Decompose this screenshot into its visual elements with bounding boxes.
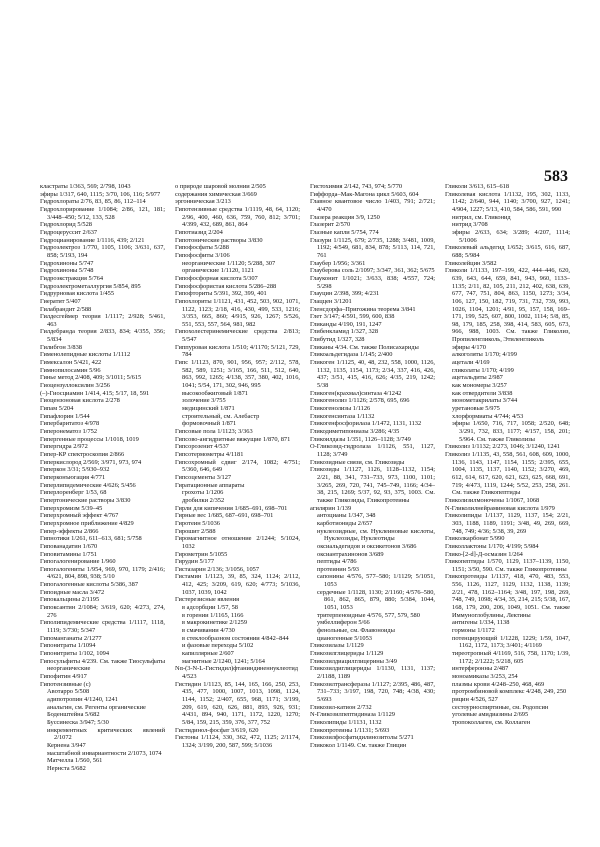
- index-entry: Гиперконъюгация 4/771: [40, 473, 106, 481]
- index-entry: Гликоген 1/1125, 40, 48, 232, 558, 1000, 1126, 1132, 1135, 1154, 1173; 2/34, 337, 416, 426, 437; 3/51, 415, 416, 626; 4/35, 219, 1242; 5/38: [310, 359, 435, 390]
- index-subentry: карботиониды 2/657: [317, 519, 373, 527]
- index-entry: Гипогалогениты 1/954, 969, 970, 1179; 2/416; 4/621, 804, 898, 938; 5/10: [40, 565, 165, 581]
- index-subentry: монометакрилаты 3/744: [452, 397, 518, 405]
- index-subentry: уретановые 5/975: [452, 405, 500, 413]
- index-entry: Гиперхромное приближение 4/829: [40, 519, 134, 527]
- index-entry: Гиполипидемические средства 1/1117, 1118, 1119; 3/730; 5/347: [40, 619, 165, 635]
- index-subentry: эфиры 2/633, 634; 3/289; 4/207, 1114; 5/1006: [452, 228, 570, 244]
- index-entry: Гиперлипидемические 4/626; 5/456: [40, 481, 136, 489]
- index-entry: Гликозилтрансферазы 1/1127; 2/395, 486, 487, 731–733; 3/197, 198, 720, 748; 4/38, 430; 5/693: [310, 680, 435, 703]
- index-entry: Глазера реакция 3/9, 1250: [310, 213, 380, 221]
- index-entry: Гликозилдиацилглицерины 3/49: [310, 657, 397, 665]
- index-entry: кластраты 1/363, 569; 2/798, 1043: [40, 183, 131, 190]
- index-subentry: анальгин, см. Регенты органические: [47, 703, 146, 711]
- index-entry: Гликокол 1/1149. См. также Глицин: [310, 741, 407, 749]
- index-entry: Гипнотики 1/261, 611–613, 681; 5/758: [40, 535, 142, 543]
- index-subentry: инкрементных критических явлений 2/1072: [47, 726, 165, 742]
- index-column-4: [445, 183, 570, 773]
- index-subentry: эфиры 4/170: [452, 343, 486, 351]
- index-subentry: и фазовые переходы 5/102: [182, 642, 254, 650]
- index-subentry: сердечные 1/1128, 1130; 2/1160; 4/576–580, 861, 862, 865, 879, 880; 5/384, 1044, 1051, 1053: [317, 588, 435, 612]
- index-subentry: протеинин 5/93: [317, 565, 359, 573]
- index-entry: О-Гликозид-гидролаза 1/1126, 551, 1127, 1128; 3/749: [310, 443, 435, 458]
- index-subentry: медицинский 1/871: [182, 405, 235, 413]
- index-entry: Гликоли 1/1133, 197–199, 422, 444–446, 620, 639, 643, 644, 659, 841, 943, 960, 1133–1135; 2/11, 82, 105, 211, 212, 402, 638, 639, 677, 747, 751, 804, 863, 1150, 1273; 3/34, 106, 127, 150, 182, 719, 731, 732, 739, 993, 1026, 1104, 1201; 4/91, 95, 157, 158, 169–171, 199, 525, 607, 800, 1002, 1114; 5/8, 85, 98, 179, 185, 258, 398, 414, 583, 605, 673, 966, 988, 1003. См. также Гликолиз, Пропиленгликоль, Этиленгликоль: [445, 267, 570, 344]
- index-entry: Гликопротеиды 1/1137, 418, 470, 483, 553, 556, 1126, 1127, 1129, 1132, 1138, 1139; 2/21, 478, 1162–1164; 3/48, 197, 198, 269, 748, 749, 1098; 4/34, 35, 214, 215; 5/38, 167, 168, 179, 200, 206, 1049, 1051. См. также Иммуноглобулины, Лектины: [445, 573, 570, 619]
- index-entry: Гликозилдиглицериды 1/1130, 1131, 1137; 2/1188, 1189: [310, 665, 435, 680]
- index-entry: Гиперлоренберг 1/53, 68: [40, 489, 107, 497]
- index-entry: Гипосульфиты 4/239. См. также Тиосульфаты неорганические: [40, 657, 165, 673]
- index-entry: Гликоли 3/613, 615–618: [445, 183, 510, 190]
- index-entry: Гидрохлораты 2/76, 83, 85, 86, 112–114: [40, 198, 146, 206]
- index-subentry: эфиры 1/650, 716, 717, 1058; 2/520, 648; 3/291, 732, 833, 1177; 4/157, 158, 201; 5/964. См. также Гликолизы: [452, 420, 570, 443]
- index-subentry: моноамиказы 3/253, 254: [452, 673, 518, 680]
- index-subentry: капиллярные 2/607: [182, 650, 234, 658]
- index-entry: Гистазарин 2/136; 3/1056, 1057: [175, 565, 260, 573]
- index-entry: Гилдесгеймер теория 1/1117; 2/928; 5/461, 463: [40, 313, 165, 328]
- index-subentry: антоцианы 1/347, 348: [317, 512, 376, 520]
- index-subentry: потенцирующий 1/1228, 1229; 1/59, 1047, 1162, 1172, 1173; 3/401; 4/1169: [452, 634, 570, 650]
- index-subentry: нуклеозидные, см. Нуклеиновые кислоты, Нуклеозиды, Нуклеотиды: [317, 527, 435, 543]
- index-entry: Гипертонические растворы 3/830: [40, 496, 131, 504]
- index-entry: Гипам 5/204: [40, 405, 74, 413]
- index-entry: Гликолизилмоночены 1/1067, 1068: [445, 496, 540, 504]
- index-entry: Гиперхромный эффект 4/767: [40, 512, 119, 520]
- index-entry: Гимексалон 5/421, 422: [40, 359, 102, 367]
- index-subentry: дробилки 2/352: [182, 496, 225, 504]
- index-entry: Гликогенфосфорилаза 1/1472, 1131, 1132: [310, 420, 422, 428]
- index-entry: Гликозил-катион 2/732: [310, 703, 372, 711]
- index-subentry: рицин 4/526, 527: [452, 695, 498, 703]
- index-entry: Гликолевая кислота 1/1132, 195, 302, 1133, 1142; 2/640, 944, 1140; 3/700, 927, 1241; 4/904, 1227; 5/13, 410, 584, 586, 591, 990: [445, 190, 570, 213]
- index-subentry: Матчелла 1/560, 561: [47, 757, 103, 765]
- index-entry: Гликоген(крахмал)синтаза 4/1242: [310, 389, 402, 397]
- index-entry: Гипафлорин 1/544: [40, 412, 90, 420]
- index-entry: Гипофосфиты 3/106: [175, 251, 230, 259]
- index-entry: Гипергенные процессы 1/1018, 1019: [40, 435, 139, 443]
- index-entry: Гиперкислород 2/569; 3/971, 973, 974: [40, 458, 142, 466]
- index-subentry: как отвердители 3/838: [452, 389, 513, 397]
- index-subentry: цианогенные 5/1053: [317, 634, 372, 642]
- index-entry: Гидроцеруссит 2/637: [40, 228, 98, 236]
- index-entry: Гиффорда–Мак-Магона цикл 5/603, 604: [310, 190, 419, 198]
- index-entry: Гликозилглицериды 1/1129: [310, 650, 384, 658]
- index-entry: Гликоилдазы 1/351, 1126–1128; 3/749: [310, 435, 411, 443]
- index-entry: Гилдебранда теория 2/833, 834; 4/355, 356; 5/834: [40, 328, 165, 344]
- index-entry: Гидрохиноны 5/747: [40, 259, 94, 267]
- index-entry: Гленсдорфа–Пригожина теорема 3/841: [310, 305, 416, 313]
- index-entry: Гликаны 4/34. См. также Полисахариды: [310, 343, 419, 351]
- index-entry: Гликозилазы 1/1129: [310, 642, 364, 650]
- index-subentry: нитрид 3/708: [452, 221, 488, 229]
- index-subentry: грохоты 1/1206: [182, 489, 224, 497]
- index-entry: Гидрурновая кислота 1/455: [40, 290, 115, 298]
- index-entry: Гирометрин 5/1055: [175, 550, 228, 558]
- index-entry: Гликогенолиз 1/1126; 2/578, 695, 696: [310, 397, 410, 405]
- index-entry: Гиератит 5/407: [40, 297, 81, 305]
- index-subentry: Кернена 3/947: [47, 741, 86, 749]
- index-subentry: тропоколлаген, см. Коллаген: [452, 718, 531, 726]
- index-subentry: адипотропин 4/1240, 1241: [47, 695, 118, 703]
- index-entry: Гипербаритатоз 4/978: [40, 420, 100, 428]
- index-entry: Гиперхромизм 5/39–45: [40, 504, 103, 512]
- index-columns: [40, 183, 570, 773]
- index-entry: Глибутид 1/327, 328: [310, 336, 365, 344]
- index-subentry: ацетали 4/169: [452, 359, 490, 367]
- index-entry: Гиперонематоз 1/752: [40, 428, 98, 435]
- index-column-3: [310, 183, 435, 773]
- index-subentry: сапонины 4/576, 577–580; 1/1129; 5/1051, 1053: [317, 573, 435, 589]
- index-entry: Гипогалогенные кислоты 5/386, 387: [40, 581, 139, 589]
- index-subentry: тритерпеноидные 4/576, 577, 579, 580: [317, 611, 420, 619]
- index-entry: агилярин 1/139: [310, 504, 352, 512]
- index-entry: Гипофосфаты 5/288: [175, 244, 229, 252]
- index-subentry: магнитные 2/1240, 1241; 5/164: [182, 657, 265, 665]
- page-number: 583: [544, 168, 568, 185]
- index-entry: Гипсорозенит 4/537: [175, 443, 229, 451]
- index-entry: Глазури 1/1125, 679; 2/735, 1288; 3/481, 1009, 1192; 4/549, 681, 834, 878; 5/113, 114, 721, 761: [310, 236, 435, 259]
- index-entry: Глауберова соль 2/1097; 3/347, 361, 362; 5/675: [310, 267, 435, 275]
- index-entry: Глет 3/147; 4/591, 599, 600, 838: [310, 313, 395, 321]
- index-subentry: Боденштейна 5/682: [47, 711, 100, 719]
- index-entry: Гипсохромный сдвиг 2/174, 1082; 4/751; 5/360, 646, 649: [175, 458, 300, 474]
- index-subentry: неорганические 1/1120; 5/288, 307: [182, 259, 276, 267]
- index-subentry: протромбиновой комплекс 4/248, 249, 250: [452, 688, 567, 696]
- index-entry: Гипофосфорная кислота 5/307: [175, 274, 258, 282]
- index-subentry: оксиантрахинонов 3/689: [317, 550, 384, 558]
- index-entry: Гидроэлектрометаллургия 5/854, 895: [40, 282, 141, 290]
- index-entry: Глибенкламид 1/327, 328: [310, 328, 379, 336]
- index-entry: Nα-(3-N-L-Гистидил)фтаниндиненнуклеотид 4/523: [175, 665, 299, 680]
- index-entry: (–)-Гиосциамин 1/414, 415; 5/17, 18, 591: [40, 389, 150, 397]
- index-entry: Гликопротеины 1/1131; 5/693: [310, 726, 390, 734]
- index-subentry: сестоурноспиртиные, см. Родопсин: [452, 703, 549, 711]
- index-subentry: фенольные, см. Флавоноиды: [317, 627, 395, 635]
- index-entry: Гиротеин 5/1036: [175, 519, 220, 527]
- index-entry: N-Гликолилнейраминовая кислота 1/979: [445, 504, 555, 512]
- index-entry: Гипованадатин 1/670: [40, 542, 98, 550]
- index-entry: Гипер-эффекты 2/866: [40, 527, 99, 535]
- index-entry: Гидрохлорид 5/528: [40, 221, 92, 229]
- index-entry: Гликоальдегидаза 1/145; 2/400: [310, 351, 393, 359]
- index-subentry: уголевые амидиазины 2/695: [452, 711, 529, 719]
- index-subentry: Авотарро 5/508: [47, 688, 90, 696]
- index-entry: содержания химическая 3/669: [175, 190, 257, 198]
- index-entry: Гистамин 1/1123, 39, 85, 324, 1124; 2/112, 412, 425; 3/209, 619, 620; 4/773; 5/1036, 1037, 1039, 1042: [175, 573, 300, 596]
- index-entry: Гипонитраты 1/1094: [40, 642, 96, 650]
- index-entry: Гипс 1/1123, 870, 901, 956, 957; 2/112, 578, 582, 589, 1251; 3/165, 166, 511, 512, 640, 863, 992, 1265; 4/138, 357, 380, 402, 1016, 1041; 5/54, 171, 302, 946, 995: [175, 359, 300, 390]
- index-entry: Гистохимия 2/142, 743, 974; 5/770: [310, 183, 403, 190]
- index-subentry: ацетальдиты 2/987: [452, 374, 503, 382]
- index-entry: Гирли для кипячения 1/685–691, 698–701: [175, 504, 288, 512]
- index-entry: о природе шаровой молнии 2/505: [175, 183, 266, 190]
- index-entry: Гилибгон 3/838: [40, 343, 82, 351]
- index-entry: Гликолипиды 1/1131, 1132: [310, 718, 382, 726]
- index-entry: Гиратационные аппараты: [175, 481, 245, 489]
- index-subentry: в горении 1/1165, 1166: [182, 611, 244, 619]
- index-subentry: тиреотропный 4/1169, 516, 758, 1170; 1/39, 1172; 2/1222; 5/218, 605: [452, 650, 570, 665]
- index-entry: Гликолиз 1/1135, 43, 558, 561, 608, 609, 1000, 1136, 1143, 1147, 1154, 1155; 2/395, 655, 1004, 1135, 1137, 1140, 1152; 3/270, 469, 612, 614, 617, 620, 621, 623, 625, 668, 691, 719; 4/473, 1119, 1244; 5/52, 253, 258, 261. См. также Гликопептиды: [445, 450, 570, 497]
- index-entry: Глауцин 2/398, 399; 4/231: [310, 290, 380, 298]
- index-subentry: гликолаты 1/170; 4/199: [452, 366, 514, 374]
- index-subentry: Буссинеска 3/947; 5/30: [47, 718, 109, 726]
- index-entry: Гиоцензуллоксилин 3/256: [40, 382, 111, 390]
- index-subentry: органические 1/1120, 1121: [182, 267, 254, 275]
- index-entry: Гликанды 4/190, 191, 1247: [310, 320, 382, 328]
- index-entry: Гистоны 1/1124, 330, 362, 472, 1125; 2/1174, 1324; 3/199, 200, 587, 599; 5/1036: [175, 734, 300, 749]
- index-entry: Гистидин 1/1123, 85, 144, 165, 166, 250, 253, 435, 477, 1000, 1007, 1013, 1098, 1124, 1144, 1152; 2/407, 655, 968, 1171; 3/199, 209, 619, 620, 626, 881, 893, 926, 931; 4/431, 894, 940, 1171, 1172, 1220, 1270; 5/84, 159, 215, 359, 376, 377, 752: [175, 680, 300, 726]
- index-entry: Гидрохлорирование 1/1084; 2/86, 121, 181; 3/448–450; 5/12, 133, 528: [40, 205, 165, 221]
- index-entry: Гипотиазид 2/204: [175, 228, 223, 236]
- index-entry: Гликолкарбонат 5/990: [445, 535, 505, 543]
- index-entry: Гиромагнитное отношение 2/1244; 5/1024, 1032: [175, 535, 300, 550]
- index-entry: Гликодиметипониазы 3/286; 4/35: [310, 428, 400, 435]
- index-subentry: пептиды 4/786: [317, 558, 357, 566]
- index-entry: Гликозиды 1/1127, 1126, 1128–1132, 1154; 2/21, 88, 341, 731–733, 973, 1100, 1101; 3/265, 269, 720, 741, 745–749, 1166; 4/34–38, 215, 1269; 5/37, 92, 93, 375, 1003. См. также Гликозиды, Гликопротеины: [310, 466, 435, 504]
- index-entry: Гидрохиноны 5/748: [40, 267, 94, 275]
- index-entry: Главное квантовое число 1/403, 791; 2/721; 4/470: [310, 198, 435, 213]
- index-entry: Гиповитамины 1/751: [40, 550, 97, 558]
- index-subentry: хлорформиаты 4/744; 4/53: [452, 412, 524, 420]
- index-subentry: как мономеры 3/257: [452, 382, 507, 390]
- index-subentry: высокообжиговый 1/871: [182, 389, 248, 397]
- index-subentry: формовочный 1/871: [182, 420, 237, 428]
- index-subentry: строительный, см. Алебастр: [182, 412, 260, 420]
- index-subentry: Нернста 5/682: [47, 764, 86, 772]
- index-subentry: алкоголяты 1/170; 4/199: [452, 351, 517, 359]
- index-entry: Гиппуровая кислота 1/510; 4/1170; 5/121, 729, 784: [175, 343, 300, 359]
- index-entry: Глаубер 1/956; 3/361: [310, 259, 366, 267]
- index-subentry: плазмы крови 4/248–250, 468, 469: [452, 680, 545, 688]
- index-entry: Гименолепидные кислоты 1/1112: [40, 351, 131, 359]
- index-subentry: нитрил, см. Гликонид: [452, 213, 511, 221]
- index-subentry: в адсорбции 1/57, 58: [182, 604, 238, 612]
- index-entry: Гипонитриты 1/102, 1094: [40, 650, 110, 658]
- index-entry: Гликозилфосфатидилинозитолы 5/271: [310, 734, 414, 742]
- index-entry: N-Гликозилпептидиназа 1/1129: [310, 711, 395, 719]
- index-subentry: в макрокинетике 2/1259: [182, 619, 248, 627]
- index-entry: Гирные вес 1/685, 687–691, 698–701: [175, 512, 274, 520]
- index-entry: Гиоцензоновая кислота 2/278: [40, 397, 120, 405]
- index-entry: Гипер-КР спектроскопия 2/866: [40, 450, 125, 458]
- index-entry: Гимнопилосамин 5/96: [40, 366, 101, 374]
- index-entry: Гипотензивные средства 1/1119, 48, 64, 1120; 2/96, 400, 460, 636, 759, 760, 812; 3/701; 4/399, 432, 689, 861, 864: [175, 205, 300, 229]
- index-entry: Гликолиз 1/1132; 2/273, 1046; 3/1240, 1241: [445, 443, 560, 451]
- index-subentry: масштабной инвариантности 2/1073, 1074: [47, 749, 162, 757]
- index-entry: Гликогенсинтаза 1/1132: [310, 412, 375, 420]
- index-entry: Глаццен 3/1201: [310, 297, 352, 305]
- index-entry: Гипофториты 5/391, 392, 399, 401: [175, 290, 267, 298]
- index-entry: Гипоксантин 2/1084; 3/619, 620; 4/273, 274, 276: [40, 604, 165, 619]
- index-subentry: золочение 3/755: [182, 397, 226, 405]
- index-entry: Глазные капли 5/754, 774: [310, 228, 379, 236]
- index-entry: Гипоидные масла 3/472: [40, 588, 105, 596]
- index-entry: эргонническая 3/213: [175, 198, 231, 206]
- index-entry: Глауконит 1/1021; 3/633, 838; 4/557, 724; 5/298: [310, 274, 435, 290]
- index-entry: Гликогенолизы 1/1126: [310, 405, 371, 413]
- index-entry: Гипергидра 2/972: [40, 443, 88, 451]
- index-entry: Гипофитин 4/917: [40, 673, 87, 680]
- index-subentry: умбеллиферон 5/66: [317, 619, 370, 627]
- index-entry: Гликозидные связи, см. Гликозиды: [310, 458, 405, 466]
- index-entry: Гирошит 2/588: [175, 527, 216, 535]
- index-entry: Гипофосфористая кислота 5/286–288: [175, 282, 277, 290]
- index-entry: эфиры 1/317, 640, 1115; 3/70, 106, 116; 5/977: [40, 190, 161, 198]
- index-subentry: антигены 1/334, 1138: [452, 619, 510, 627]
- index-entry: Гликолевый альдегид 1/652; 3/615, 616, 687, 688; 5/984: [445, 244, 570, 259]
- index-entry: Гликолипиды 1/1137, 1129, 1137, 154; 2/21, 303, 1188, 1189, 1191; 3/48, 49, 269, 669, 748, 749; 4/36; 5/38, 39, 269: [445, 512, 570, 535]
- index-column-1: [40, 183, 165, 773]
- index-entry: Глико-[2-d]-Д-осмазин 1/264: [445, 550, 523, 558]
- index-entry: Гипотензивные (с): [40, 680, 91, 688]
- index-entry: Гипсотермометры 4/1181: [175, 450, 244, 458]
- index-entry: Гилабрандит 2/588: [40, 305, 92, 313]
- index-entry: Гипсово-ангидритные вяжущие 1/870, 871: [175, 435, 291, 443]
- index-entry: Гипоманганаты 2/1277: [40, 634, 102, 642]
- index-entry: Гистидинол-фосфат 3/619, 620: [175, 726, 259, 734]
- index-subentry: в смачивании 4/730: [182, 627, 235, 635]
- index-column-2: [175, 183, 300, 773]
- index-subentry: в стеклообразном состоянии 4/842–844: [182, 634, 289, 642]
- index-entry: Гипокальцины 2/1195: [40, 596, 100, 604]
- index-subentry: гормоны 1/1172: [452, 627, 495, 635]
- index-entry: Гирудин 5/177: [175, 558, 215, 566]
- index-entry: Гликоллактоны 1/170; 4/199; 5/984: [445, 542, 539, 550]
- index-entry: Гипсовые пола 1/1123; 3/363: [175, 428, 253, 435]
- index-entry: Гиперкон 3/31; 5/930–932: [40, 466, 110, 474]
- index-subentry: оксиальдегидов и оксикетонов 3/686: [317, 542, 417, 550]
- index-entry: Гинье метод 2/408, 409; 3/1011; 5/615: [40, 374, 142, 382]
- index-entry: Гидроэлектроз 1/770, 1105, 1106; 3/631, 637, 858; 5/193, 194: [40, 244, 165, 259]
- index-entry: Гипогалогенирование 1/960: [40, 558, 116, 566]
- index-entry: Гипохолестеринемические средства 2/813; 5/547: [175, 328, 300, 344]
- index-entry: Гидроэкстракция 5/764: [40, 274, 104, 282]
- index-entry: Гликолейцин 3/582: [445, 259, 497, 267]
- index-entry: Гипотонические растворы 3/830: [175, 236, 263, 244]
- index-entry: Гипсоцементы 3/127: [175, 473, 232, 481]
- index-entry: Гипохлориты 1/1121, 431, 452, 503, 902, 1071, 1122, 1123; 2/18, 416, 430, 499, 533, 1216; 3/353, 665, 860; 4/915, 926, 1267; 5/526, 551, 553, 557, 564, 981, 982: [175, 297, 300, 328]
- index-entry: Гидроцианирование 1/1116, 439; 2/121: [40, 236, 145, 244]
- index-entry: Глазерит 2/570: [310, 221, 351, 229]
- index-entry: Гликопептиды 1/570, 1129, 1137–1139, 1150, 1151; 3/50, 590. См. также Гликопротеины: [445, 558, 570, 573]
- index-entry: Гистерезисные явления: [175, 596, 240, 604]
- index-subentry: интерферонны 2/487: [452, 665, 509, 673]
